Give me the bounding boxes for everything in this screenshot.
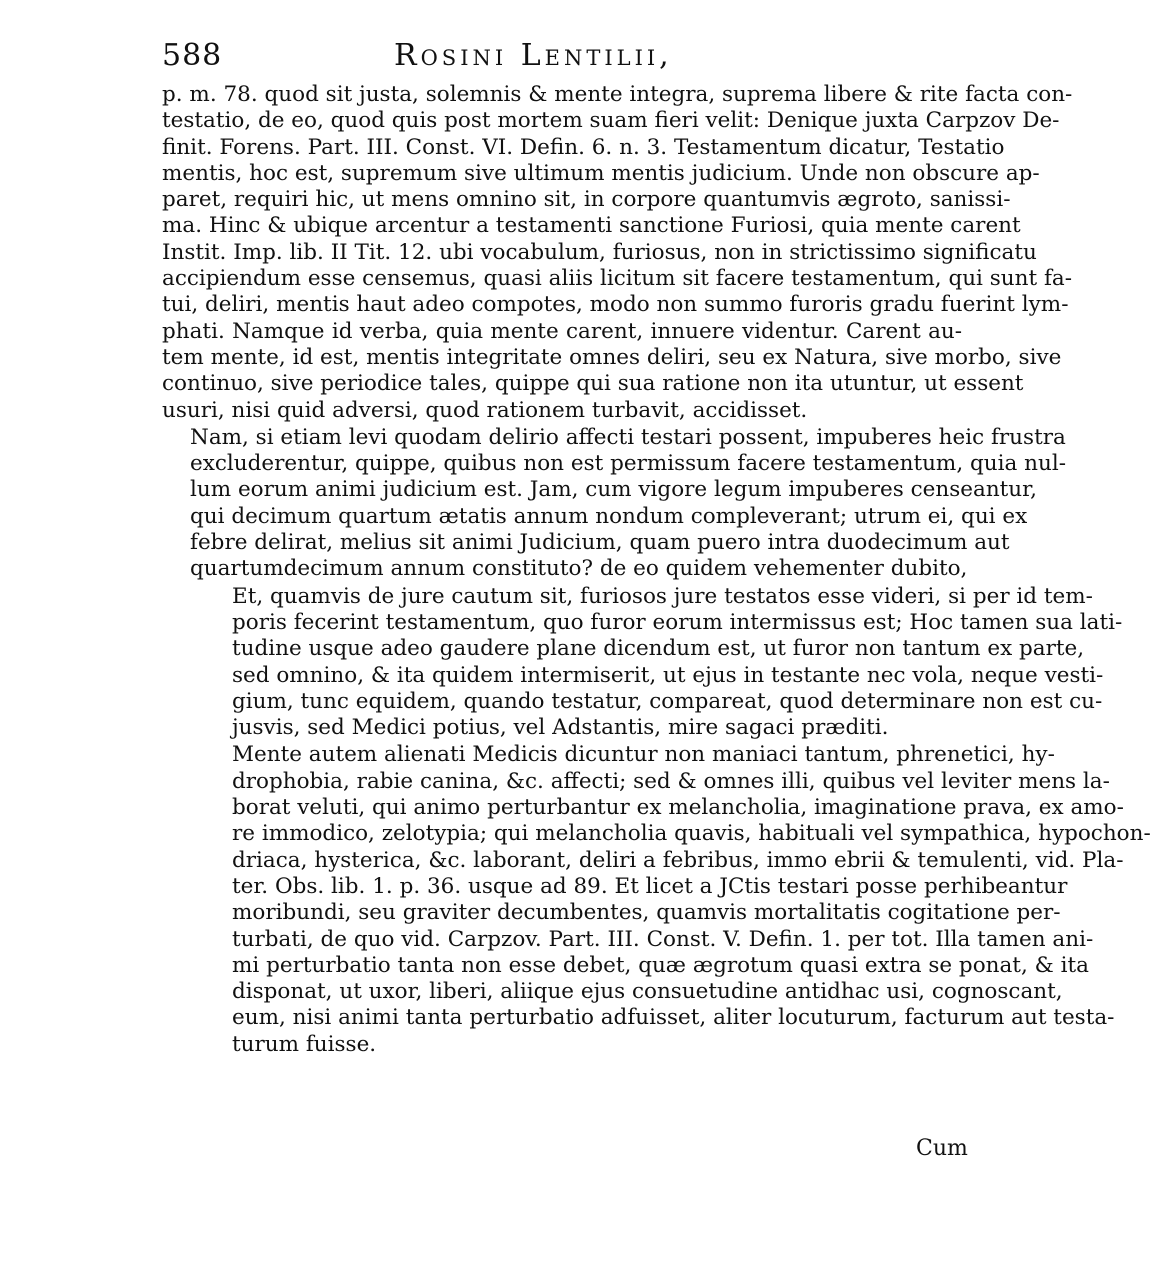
text-line: drophobia, rabie canina, &c. affecti; sed & omnes illi, quibus vel leviter mens la- xyxy=(232,768,1110,794)
text-line: accipiendum esse censemus, quasi aliis licitum sit facere testamentum, qui sunt fa- xyxy=(162,266,1073,292)
text-line: moribundi, seu graviter decumbentes, quamvis mortalitatis cogitatione per- xyxy=(232,900,1061,926)
paragraph xyxy=(162,424,1066,583)
text-line: phati. Namque id verba, quia mente carent, innuere videntur. Carent au- xyxy=(162,318,962,344)
text-line: paret, requiri hic, ut mens omnino sit, in corpore quantumvis ægroto, sanissi- xyxy=(162,187,1011,213)
text-line: sed omnino, & ita quidem intermiserit, ut ejus in testante nec vola, neque vesti- xyxy=(232,662,1104,688)
text-line: Et, quamvis de jure cautum sit, furiosos jure testatos esse videri, si per id tem- xyxy=(232,583,1093,609)
text-line: mentis, hoc est, supremum sive ultimum mentis judicium. Unde non obscure ap- xyxy=(162,160,1040,186)
text-line: driaca, hysterica, &c. laborant, deliri a febribus, immo ebrii & temulenti, vid. Pla- xyxy=(232,847,1124,873)
paragraph xyxy=(162,583,1123,742)
paragraph xyxy=(162,742,1151,1058)
text-line: usuri, nisi quid adversi, quod rationem turbavit, accidisset. xyxy=(162,397,808,423)
text-line: p. m. 78. quod sit justa, solemnis & mente integra, suprema libere & rite facta con- xyxy=(162,82,1073,107)
text-line: gium, tunc equidem, quando testatur, compareat, quod determinare non est cu- xyxy=(232,688,1103,714)
text-line: tui, deliri, mentis haut adeo compotes, modo non summo furoris gradu fuerint lym- xyxy=(162,292,1069,318)
text-line: testatio, de eo, quod quis post mortem suam fieri velit: Denique juxta Carpzov De- xyxy=(162,108,1060,134)
text-line: mi perturbatio tanta non esse debet, quæ ægrotum quasi extra se ponat, & ita xyxy=(232,952,1089,978)
text-line: ter. Obs. lib. 1. p. 36. usque ad 89. Et licet a JCtis testari posse perhibeantur xyxy=(232,873,1068,899)
page-header xyxy=(162,38,962,78)
text-line: re immodico, zelotypia; qui melancholia quavis, habituali vel sympathica, hypochon- xyxy=(232,821,1151,847)
text-line: tem mente, id est, mentis integritate omnes deliri, seu ex Natura, sive morbo, sive xyxy=(162,344,1062,370)
text-line: disponat, ut uxor, liberi, aliique ejus consuetudine antidhac usi, cognoscant, xyxy=(232,979,1063,1005)
text-line: turum fuisse. xyxy=(232,1031,377,1057)
running-head: Rosini Lentilii, xyxy=(394,38,673,73)
text-line: borat veluti, qui animo perturbantur ex melancholia, imaginatione prava, ex amo- xyxy=(232,795,1124,821)
body-text xyxy=(162,82,1151,1058)
text-line: continuo, sive periodice tales, quippe qui sua ratione non ita utuntur, ut essent xyxy=(162,371,1024,397)
text-line: eum, nisi animi tanta perturbatio adfuisset, aliter locuturum, facturum aut testa- xyxy=(232,1005,1115,1031)
text-line: quartumdecimum annum constituto? de eo quidem vehementer dubito, xyxy=(190,556,968,582)
text-line: tudine usque adeo gaudere plane dicendum est, ut furor non tantum ex parte, xyxy=(232,636,1085,662)
text-line: jusvis, sed Medici potius, vel Adstantis, mire sagaci præditi. xyxy=(232,715,889,741)
text-line: lum eorum animi judicium est. Jam, cum vigore legum impuberes censeantur, xyxy=(190,477,1037,503)
text-line: Mente autem alienati Medicis dicuntur non maniaci tantum, phrenetici, hy- xyxy=(232,742,1055,768)
text-line: Nam, si etiam levi quodam delirio affecti testari possent, impuberes heic frustra xyxy=(190,424,1066,450)
text-line: poris fecerint testamentum, quo furor eorum intermissus est; Hoc tamen sua lati- xyxy=(232,609,1123,635)
text-line: finit. Forens. Part. III. Const. VI. Defin. 6. n. 3. Testamentum dicatur, Testatio xyxy=(162,134,1005,160)
text-line: febre delirat, melius sit animi Judicium, quam puero intra duodecimum aut xyxy=(190,530,1010,556)
text-line: qui decimum quartum ætatis annum nondum compleverant; utrum ei, qui ex xyxy=(190,503,1028,529)
text-line: excluderentur, quippe, quibus non est permissum facere testamentum, quia nul- xyxy=(190,451,1066,477)
text-line: ma. Hinc & ubique arcentur a testamenti sanctione Furiosi, quia mente carent xyxy=(162,213,1021,239)
paragraph xyxy=(162,82,1073,424)
catchword: Cum xyxy=(916,1136,968,1161)
text-line: Instit. Imp. lib. II Tit. 12. ubi vocabulum, furiosus, non in strictissimo significatu xyxy=(162,239,1037,265)
text-line: turbati, de quo vid. Carpzov. Part. III. Const. V. Defin. 1. per tot. Illa tamen ani- xyxy=(232,926,1094,952)
page-number: 588 xyxy=(162,38,223,73)
